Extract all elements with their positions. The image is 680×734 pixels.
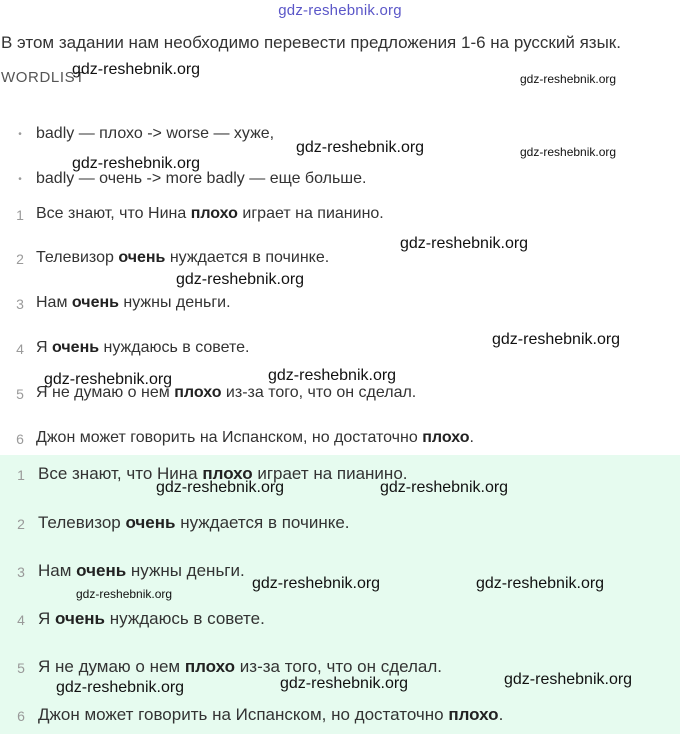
answer-number: 2: [17, 516, 25, 532]
bullet-icon: •: [18, 174, 22, 185]
answer-number: 3: [17, 564, 25, 580]
answer-text: Джон может говорить на Испанском, но достаточно плохо.: [38, 705, 504, 724]
answer-number: 4: [17, 612, 25, 628]
sentence-text: Нам очень нужны деньги.: [36, 294, 231, 311]
answer-text: Нам очень нужны деньги.: [38, 561, 245, 580]
watermark: gdz-reshebnik.org: [268, 367, 397, 384]
wordlist-item-text: badly — очень -> more badly — еще больше.: [36, 170, 367, 187]
watermark: gdz-reshebnik.org: [504, 671, 633, 688]
watermark: gdz-reshebnik.org: [520, 72, 617, 86]
sentence-text: Я очень нуждаюсь в совете.: [36, 339, 250, 356]
sentence-text: Я не думаю о нем плохо из-за того, что он сделал.: [36, 384, 417, 401]
watermark: gdz-reshebnik.org: [400, 235, 529, 252]
task-intro: В этом задании нам необходимо перевести предложения 1-6 на русский язык.: [1, 33, 621, 52]
watermark: gdz-reshebnik.org: [492, 331, 621, 348]
sentence-number: 1: [16, 207, 24, 223]
sentence-number: 2: [16, 251, 24, 267]
watermark: gdz-reshebnik.org: [156, 479, 285, 496]
sentence-text: Все знают, что Нина плохо играет на пианино.: [36, 205, 384, 222]
sentence-number: 6: [16, 431, 24, 447]
watermark: gdz-reshebnik.org: [44, 371, 173, 388]
answer-number: 1: [17, 467, 25, 483]
answer-text: Я очень нуждаюсь в совете.: [38, 609, 265, 628]
sentence-number: 4: [16, 341, 24, 357]
answer-text: Все знают, что Нина плохо играет на пианино.: [38, 464, 408, 483]
wordlist-heading: WORDLIST: [1, 69, 85, 86]
sentence-number: 5: [16, 386, 24, 402]
answer-text: Я не думаю о нем плохо из-за того, что он сделал.: [38, 657, 443, 676]
watermark: gdz-reshebnik.org: [72, 155, 201, 172]
wordlist-item-text: badly — плохо -> worse — хуже,: [36, 125, 275, 142]
watermark: gdz-reshebnik.org: [476, 575, 605, 592]
watermark: gdz-reshebnik.org: [280, 675, 409, 692]
watermark: gdz-reshebnik.org: [252, 575, 381, 592]
watermark: gdz-reshebnik.org: [296, 139, 425, 156]
sentence-number: 3: [16, 296, 24, 312]
bullet-icon: •: [18, 129, 22, 140]
answer-number: 5: [17, 660, 25, 676]
watermark: gdz-reshebnik.org: [76, 587, 173, 601]
answer-text: Телевизор очень нуждается в починке.: [38, 513, 350, 532]
watermark: gdz-reshebnik.org: [56, 679, 185, 696]
sentence-text: Джон может говорить на Испанском, но достаточно плохо.: [36, 429, 474, 446]
sentence-text: Телевизор очень нуждается в починке.: [36, 249, 330, 266]
watermark: gdz-reshebnik.org: [520, 145, 617, 159]
watermark: gdz-reshebnik.org: [72, 61, 201, 78]
site-title[interactable]: gdz-reshebnik.org: [278, 2, 402, 19]
answer-number: 6: [17, 708, 25, 724]
watermark: gdz-reshebnik.org: [380, 479, 509, 496]
watermark: gdz-reshebnik.org: [176, 271, 305, 288]
